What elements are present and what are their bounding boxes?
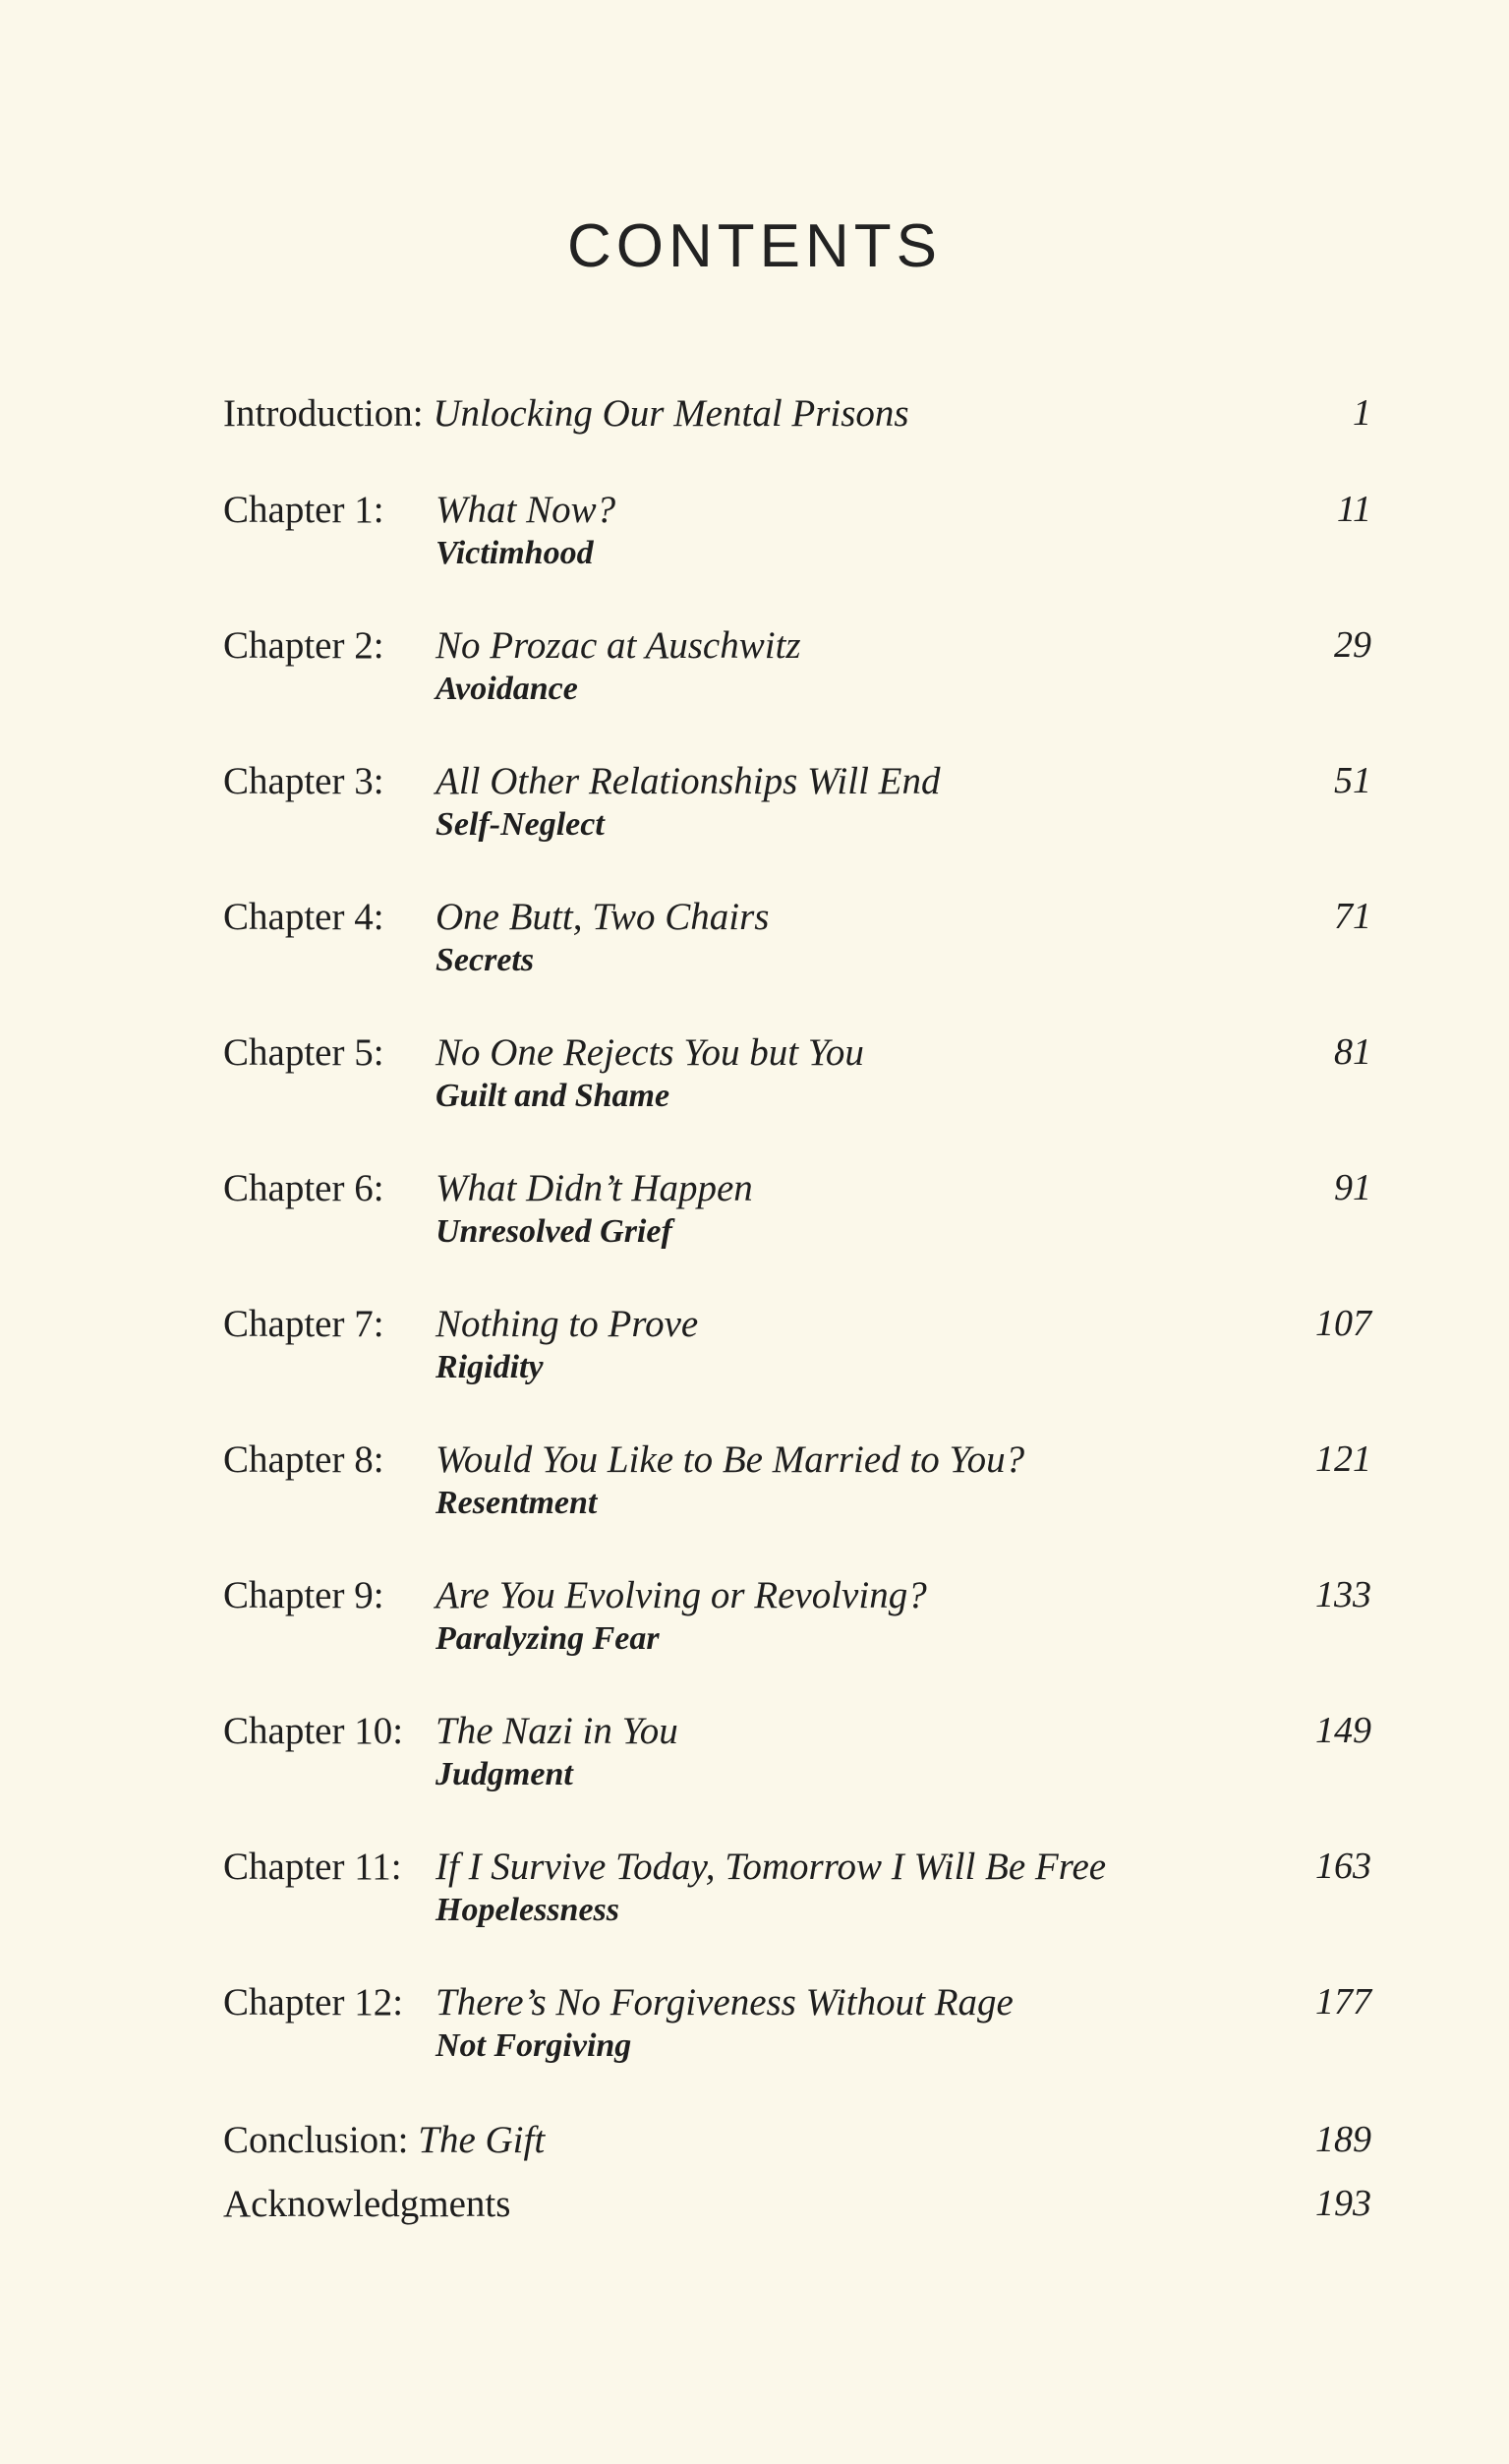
toc-page-number: 91 bbox=[1334, 1167, 1371, 1208]
toc-label bbox=[223, 2118, 545, 2162]
chapter-label: Chapter 10: bbox=[223, 1710, 404, 1752]
chapter-subtitle: Victimhood bbox=[435, 535, 594, 571]
chapter-label: Chapter 11: bbox=[223, 1846, 402, 1888]
chapter-title: No One Rejects You but You bbox=[435, 1031, 864, 1074]
toc-page-number: 71 bbox=[1334, 896, 1371, 937]
toc-page-number: 29 bbox=[1334, 624, 1371, 666]
acknowledgments-label: Acknowledgments bbox=[223, 2183, 511, 2225]
toc-page-number: 1 bbox=[1353, 392, 1371, 434]
chapter-label: Chapter 4: bbox=[223, 896, 384, 938]
chapter-title: If I Survive Today, Tomorrow I Will Be Free bbox=[435, 1846, 1107, 1888]
toc-page-number: 163 bbox=[1315, 1846, 1371, 1887]
chapter-title: One Butt, Two Chairs bbox=[435, 896, 770, 938]
chapter-subtitle: Self-Neglect bbox=[435, 806, 605, 843]
chapter-subtitle: Rigidity bbox=[435, 1349, 544, 1385]
chapter-subtitle: Resentment bbox=[435, 1485, 598, 1521]
chapter-title: Nothing to Prove bbox=[435, 1303, 699, 1345]
chapter-label: Chapter 2: bbox=[223, 624, 384, 667]
toc-label bbox=[223, 391, 909, 436]
chapter-title: Would You Like to Be Married to You? bbox=[435, 1438, 1025, 1481]
conclusion-label: Conclusion: bbox=[223, 2119, 409, 2161]
chapter-subtitle: Judgment bbox=[435, 1756, 573, 1792]
chapter-title: What Now? bbox=[435, 489, 616, 531]
chapter-label: Chapter 3: bbox=[223, 760, 384, 802]
chapter-subtitle: Guilt and Shame bbox=[435, 1078, 670, 1114]
chapter-subtitle: Hopelessness bbox=[435, 1892, 619, 1928]
chapter-title: No Prozac at Auschwitz bbox=[435, 624, 801, 667]
chapter-title: All Other Relationships Will End bbox=[435, 760, 941, 802]
chapter-subtitle: Not Forgiving bbox=[435, 2027, 632, 2064]
chapter-subtitle: Paralyzing Fear bbox=[435, 1620, 660, 1657]
introduction-label: Introduction: bbox=[223, 392, 424, 435]
toc-page-number: 11 bbox=[1336, 489, 1371, 530]
toc-page-number: 81 bbox=[1334, 1031, 1371, 1073]
page-title: CONTENTS bbox=[567, 212, 942, 280]
chapter-label: Chapter 12: bbox=[223, 1981, 404, 2024]
toc-page-number: 149 bbox=[1315, 1710, 1371, 1751]
chapter-subtitle: Unresolved Grief bbox=[435, 1213, 672, 1250]
toc-page-number: 177 bbox=[1315, 1981, 1371, 2023]
conclusion-title: The Gift bbox=[418, 2119, 546, 2161]
chapter-title: Are You Evolving or Revolving? bbox=[435, 1574, 927, 1616]
toc-page-number: 133 bbox=[1315, 1574, 1371, 1615]
chapter-title: The Nazi in You bbox=[435, 1710, 678, 1752]
toc-page-number: 107 bbox=[1315, 1303, 1371, 1344]
introduction-title: Unlocking Our Mental Prisons bbox=[433, 392, 909, 435]
chapter-label: Chapter 5: bbox=[223, 1031, 384, 1074]
toc-page-number: 189 bbox=[1315, 2119, 1371, 2160]
toc-page-number: 193 bbox=[1315, 2183, 1371, 2224]
chapter-label: Chapter 8: bbox=[223, 1438, 384, 1481]
chapter-title: What Didn’t Happen bbox=[435, 1167, 753, 1209]
chapter-label: Chapter 1: bbox=[223, 489, 384, 531]
toc-page-number: 51 bbox=[1334, 760, 1371, 801]
chapter-label: Chapter 9: bbox=[223, 1574, 384, 1616]
chapter-title: There’s No Forgiveness Without Rage bbox=[435, 1981, 1014, 2024]
chapter-subtitle: Secrets bbox=[435, 942, 535, 978]
chapter-label: Chapter 6: bbox=[223, 1167, 384, 1209]
chapter-subtitle: Avoidance bbox=[435, 671, 578, 707]
chapter-label: Chapter 7: bbox=[223, 1303, 384, 1345]
toc-page-number: 121 bbox=[1315, 1438, 1371, 1480]
